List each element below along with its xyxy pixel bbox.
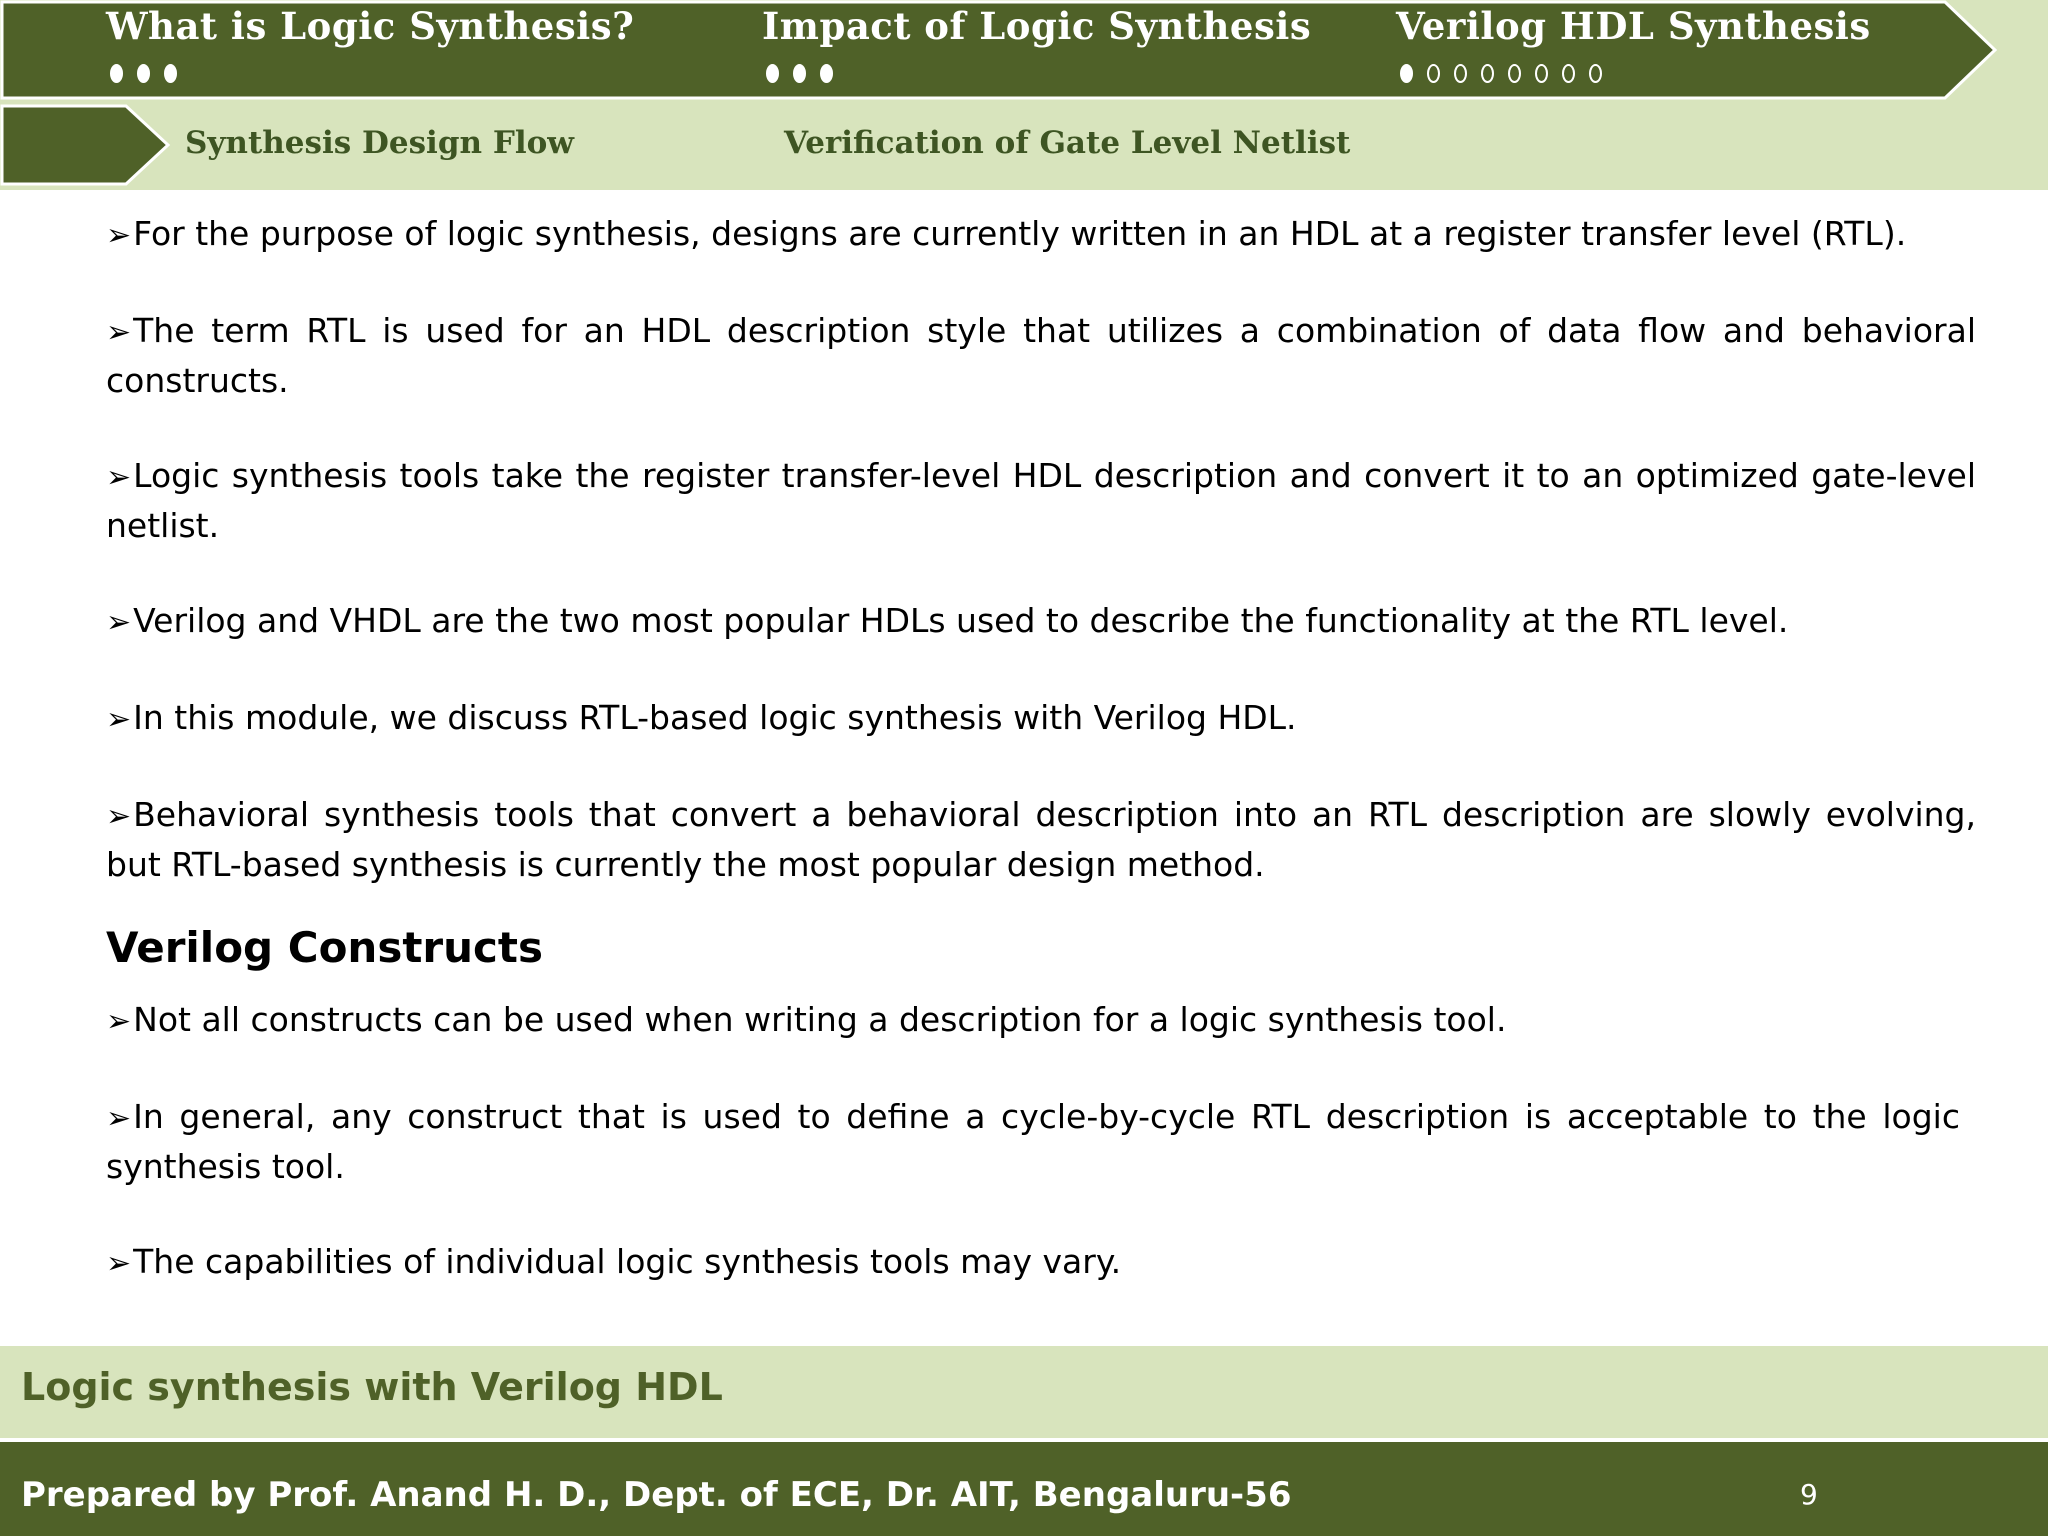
footer-credit: Prepared by Prof. Anand H. D., Dept. of ECE, Dr. AIT, Bengaluru-56 (21, 1475, 1292, 1515)
subsection-verification-netlist[interactable]: Verification of Gate Level Netlist (784, 125, 1351, 161)
bullet-item (106, 996, 1976, 1046)
nav-progress-dots (1396, 64, 1871, 83)
nav-section-verilog-hdl-synthesis[interactable] (1396, 4, 1871, 83)
progress-dot-hollow[interactable] (1562, 64, 1575, 83)
arrowhead-bullet-icon: ➢ (106, 1101, 132, 1136)
nav-section-what-is-logic-synthesis[interactable] (106, 4, 634, 83)
bullet-text: Behavioral synthesis tools that convert a behavioral description into an RTL description are slowly evolving, but RTL-based synthesis is currently the most popular design method. (106, 795, 1976, 884)
progress-dot-current[interactable] (1400, 64, 1413, 83)
bullet-text: In general, any construct that is used to define a cycle-by-cycle RTL description is acceptable to the logic synthesis tool. (106, 1097, 1960, 1186)
page-number: 9 (1800, 1478, 1818, 1511)
arrowhead-bullet-icon: ➢ (106, 1004, 132, 1039)
bullet-item (106, 1238, 1976, 1288)
bullet-item (106, 597, 1976, 647)
progress-dot-filled[interactable] (820, 64, 833, 83)
arrowhead-bullet-icon: ➢ (106, 799, 132, 834)
nav-progress-dots (762, 64, 1311, 83)
progress-dot-hollow[interactable] (1589, 64, 1602, 83)
bullet-text: In this module, we discuss RTL-based logic synthesis with Verilog HDL. (133, 698, 1297, 737)
progress-dot-hollow[interactable] (1481, 64, 1494, 83)
nav-progress-dots (106, 64, 634, 83)
arrowhead-bullet-icon: ➢ (106, 218, 132, 253)
arrowhead-bullet-icon: ➢ (106, 702, 132, 737)
slide-content (106, 210, 1976, 1335)
progress-dot-hollow[interactable] (1508, 64, 1521, 83)
nav-bar (0, 0, 2000, 100)
progress-dot-hollow[interactable] (1454, 64, 1467, 83)
nav-section-impact-of-logic-synthesis[interactable] (762, 4, 1311, 83)
bullet-item (106, 791, 1976, 889)
arrowhead-bullet-icon: ➢ (106, 315, 132, 350)
bullet-text: Not all constructs can be used when writing a description for a logic synthesis tool. (133, 1000, 1507, 1039)
progress-dot-filled[interactable] (137, 64, 150, 83)
bullet-item (106, 452, 1976, 550)
bullet-text: Logic synthesis tools take the register transfer-level HDL description and convert it to an optimized gate-level netlist. (106, 456, 1976, 545)
progress-dot-hollow[interactable] (1427, 64, 1440, 83)
bullet-item (106, 307, 1976, 405)
bullet-item (106, 1093, 1976, 1191)
nav-section-title[interactable]: What is Logic Synthesis? (106, 4, 635, 48)
subsection-synthesis-design-flow[interactable]: Synthesis Design Flow (185, 125, 574, 161)
arrowhead-bullet-icon: ➢ (106, 460, 132, 495)
progress-dot-filled[interactable] (766, 64, 779, 83)
bullet-text: For the purpose of logic synthesis, designs are currently written in an HDL at a register transfer level (RTL). (133, 214, 1907, 253)
footer-title: Logic synthesis with Verilog HDL (21, 1365, 723, 1409)
progress-dot-filled[interactable] (110, 64, 123, 83)
nav-section-title[interactable]: Impact of Logic Synthesis (762, 4, 1312, 48)
bullet-item (106, 210, 1976, 260)
bullet-text: The term RTL is used for an HDL description style that utilizes a combination of data flow and behavioral constructs. (106, 311, 1976, 400)
bullet-item (106, 694, 1976, 744)
progress-dot-hollow[interactable] (1535, 64, 1548, 83)
subsection-arrow-marker (0, 104, 175, 186)
arrowhead-bullet-icon: ➢ (106, 605, 132, 640)
bullet-text: The capabilities of individual logic synthesis tools may vary. (133, 1242, 1122, 1281)
progress-dot-filled[interactable] (793, 64, 806, 83)
nav-section-title[interactable]: Verilog HDL Synthesis (1396, 4, 1871, 48)
section-heading: Verilog Constructs (106, 923, 543, 972)
arrowhead-bullet-icon: ➢ (106, 1246, 132, 1281)
progress-dot-filled[interactable] (164, 64, 177, 83)
bullet-text: Verilog and VHDL are the two most popular HDLs used to describe the functionality at the RTL level. (133, 601, 1789, 640)
